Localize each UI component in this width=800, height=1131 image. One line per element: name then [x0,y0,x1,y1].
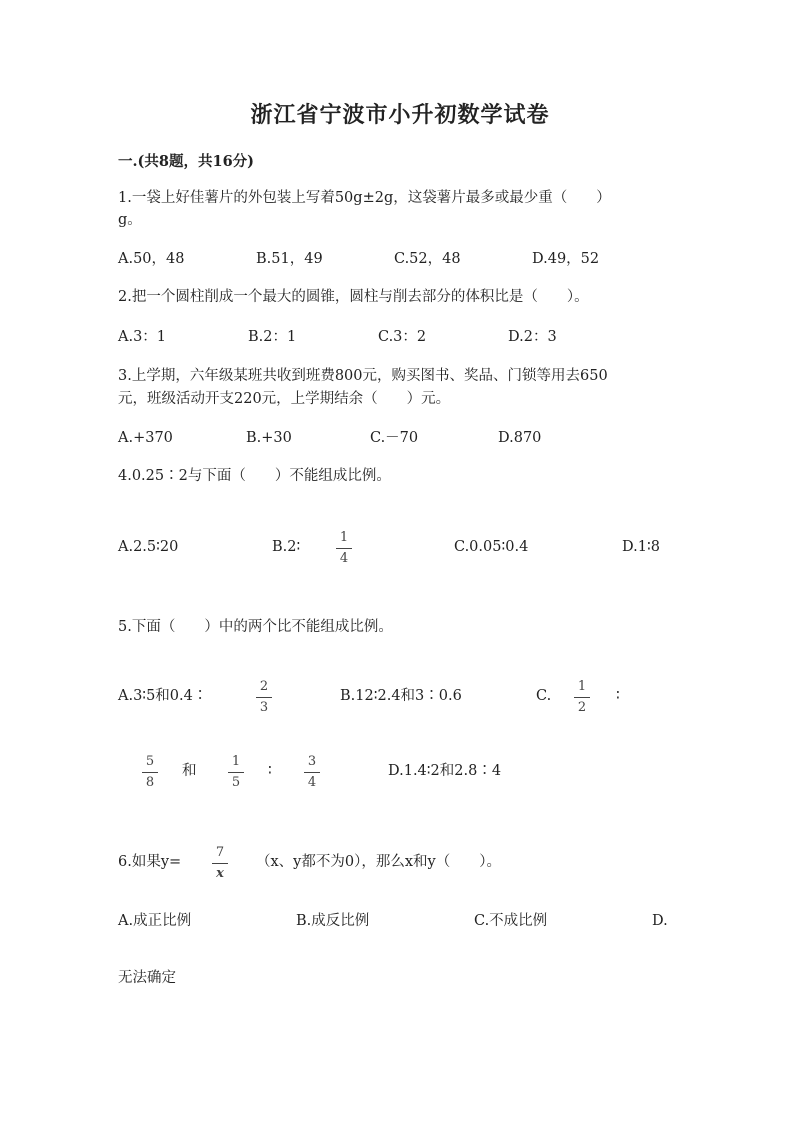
fraction-denominator: 5 [231,775,241,790]
q3-option-a: A.+370 [118,430,173,446]
q6-option-d: D. [652,913,668,929]
q5-option-c: C. [536,688,552,704]
fraction-denominator: 2 [577,700,587,715]
q4-option-b: B.2∶ [272,539,301,555]
q3-text-line1: 3.上学期，六年级某班共收到班费800元，购买图书、奖品、门锁等用去650 [118,368,608,384]
fraction-denominator: x [216,866,224,881]
q2-option-b: B.2：1 [248,329,297,345]
q5-option-b: B.12∶2.4和3∶0.6 [340,688,462,704]
fraction-denominator: 4 [307,775,317,790]
q4-text: 4.0.25∶2与下面（ ）不能组成比例。 [118,468,391,484]
fraction-bar [212,863,228,864]
q6-option-c: C.不成比例 [474,913,548,929]
q4-option-a: A.2.5∶20 [118,539,179,555]
page-title: 浙江省宁波市小升初数学试卷 [250,102,550,128]
q4-option-c: C.0.05∶0.4 [454,539,529,555]
q6-fraction [210,845,230,882]
q6-text-suffix: （x、y都不为0），那么x和y（ ）。 [256,854,501,870]
section-heading: 一.(共8题，共16分) [118,153,255,170]
fraction-bar [142,772,158,773]
q5-text: 5.下面（ ）中的两个比不能组成比例。 [118,619,393,635]
q2-option-a: A.3：1 [118,329,167,345]
q5-option-c-fraction-1-5 [226,754,246,791]
q5-option-c-colon-1: ∶ [616,688,620,704]
q3-text-line2: 元，班级活动开支220元，上学期结余（ ）元。 [118,391,451,407]
q5-option-c-fraction-5-8 [140,754,160,791]
q5-option-c-fraction-1 [572,679,592,716]
fraction-denominator: 4 [339,551,349,566]
q5-option-c-colon-2: ∶ [268,763,272,779]
q1-option-d: D.49，52 [532,251,600,267]
q6-option-d-continued: 无法确定 [118,970,176,986]
fraction-numerator: 1 [339,530,349,545]
fraction-bar [228,772,244,773]
q2-option-c: C.3：2 [378,329,427,345]
fraction-numerator: 7 [215,845,225,860]
fraction-bar [336,548,352,549]
q5-option-d: D.1.4∶2和2.8∶4 [388,763,502,779]
q5-option-c-and: 和 [182,763,197,779]
fraction-numerator: 2 [259,679,269,694]
q5-option-a-fraction [254,679,274,716]
fraction-bar [256,697,272,698]
q1-text-line1: 1.一袋上好佳薯片的外包装上写着50g±2g，这袋薯片最多或最少重（ ） [118,190,611,206]
fraction-numerator: 5 [145,754,155,769]
q2-option-d: D.2：3 [508,329,557,345]
fraction-numerator: 1 [577,679,587,694]
q6-option-b: B.成反比例 [296,913,370,929]
q6-text-prefix: 6.如果y= [118,854,182,870]
q4-option-d: D.1∶8 [622,539,660,555]
q3-option-b: B.+30 [246,430,292,446]
q1-text-line2: g。 [118,212,142,228]
q1-option-b: B.51，49 [256,251,323,267]
q1-option-c: C.52，48 [394,251,461,267]
fraction-denominator: 8 [145,775,155,790]
fraction-denominator: 3 [259,700,269,715]
q1-option-a: A.50，48 [118,251,185,267]
fraction-numerator: 1 [231,754,241,769]
q3-option-d: D.870 [498,430,542,446]
fraction-bar [574,697,590,698]
q3-option-c: C.－70 [370,430,419,446]
q5-option-a: A.3∶5和0.4∶ [118,688,208,704]
q4-option-b-fraction [334,530,354,567]
fraction-bar [304,772,320,773]
fraction-numerator: 3 [307,754,317,769]
q5-option-c-fraction-3-4 [302,754,322,791]
q6-option-a: A.成正比例 [118,913,192,929]
q2-text: 2.把一个圆柱削成一个最大的圆锥，圆柱与削去部分的体积比是（ ）。 [118,289,589,305]
